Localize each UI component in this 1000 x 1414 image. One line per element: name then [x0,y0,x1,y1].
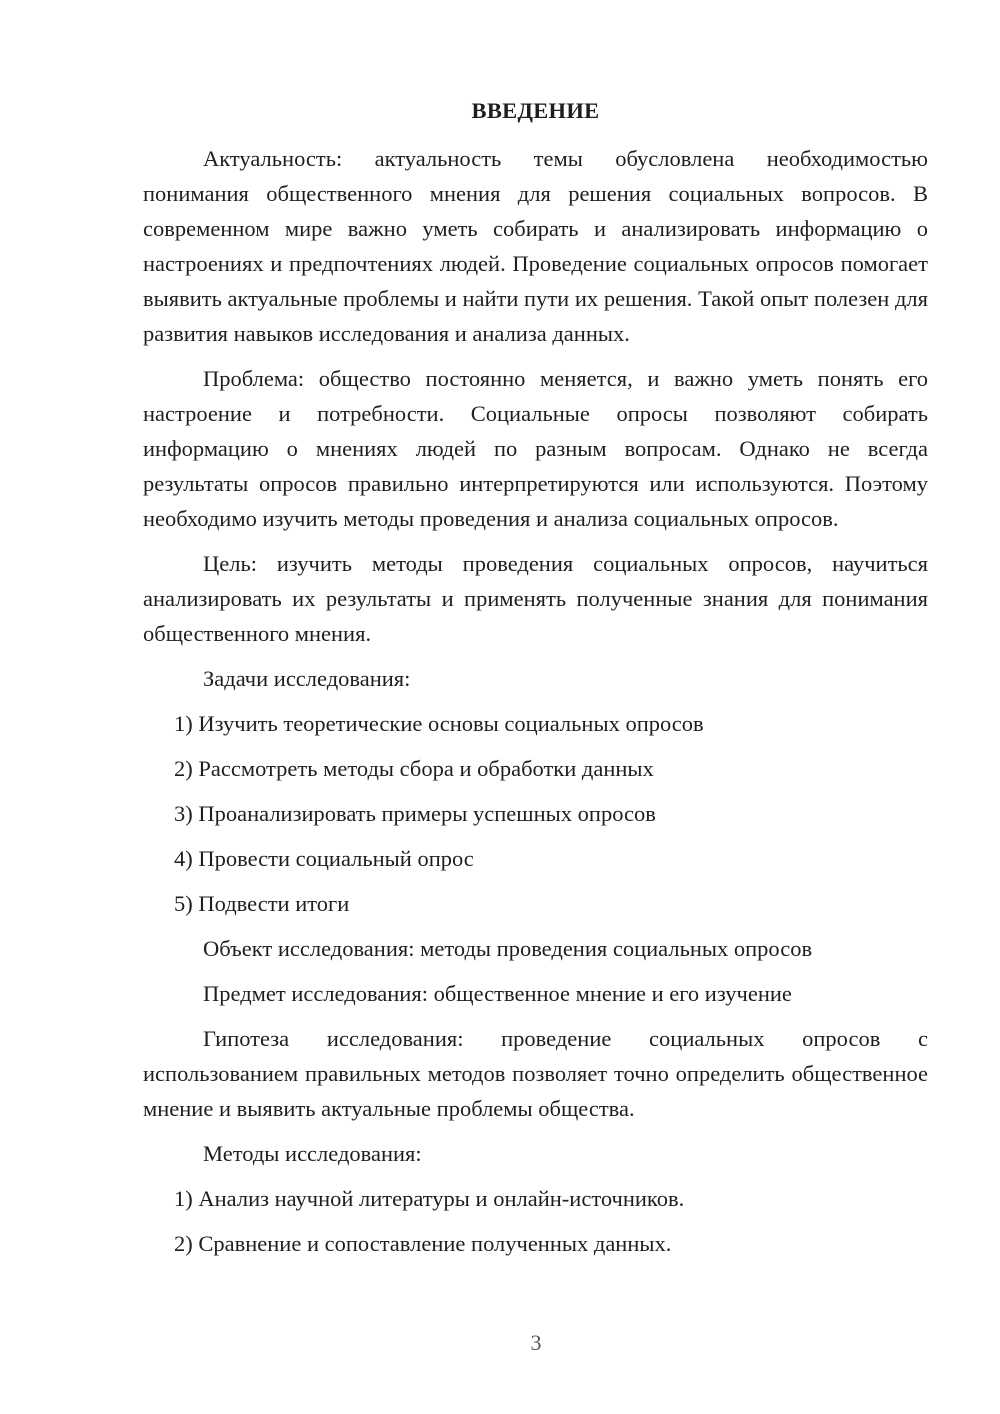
page-number: 3 [530,1330,542,1355]
goal-paragraph: Цель: изучить методы проведения социальных опросов, научиться анализировать их результаты и применять полученные знания для понимания общественного мнения. [143,551,928,646]
methods-list [143,1181,928,1261]
methods-label: Методы исследования: [203,1141,422,1166]
tasks-label: Задачи исследования: [203,666,411,691]
task-item: 4) Провести социальный опрос [174,846,474,871]
problem-paragraph: Проблема: общество постоянно меняется, и важно уметь понять его настроение и потребности. Социальные опросы позволяют собирать информацию о мнениях людей по разным вопросам. Однако не всегда результаты опросов правильно интерпретируются или используются. Поэтому необходимо изучить методы проведения и анализа социальных опросов. [143,366,928,531]
section-title: ВВЕДЕНИЕ [471,98,600,123]
task-item: 2) Рассмотреть методы сбора и обработки данных [174,756,654,781]
object-line: Объект исследования: методы проведения социальных опросов [203,936,813,961]
task-item: 3) Проанализировать примеры успешных опросов [174,801,656,826]
hypothesis-paragraph: Гипотеза исследования: проведение социальных опросов с использованием правильных методов позволяет точно определить общественное мнение и выявить актуальные проблемы общества. [143,1026,928,1121]
page-content [143,96,928,1271]
task-item: 1) Изучить теоретические основы социальных опросов [174,711,704,736]
task-item: 5) Подвести итоги [174,891,350,916]
relevance-paragraph: Актуальность: актуальность темы обусловлена необходимостью понимания общественного мнения для решения социальных вопросов. В современном мире важно уметь собирать и анализировать информацию о настроениях и предпочтениях людей. Проведение социальных опросов помогает выявить актуальные проблемы и найти пути их решения. Такой опыт полезен для развития навыков исследования и анализа данных. [143,146,928,346]
method-item: 2) Сравнение и сопоставление полученных данных. [174,1231,672,1256]
subject-line: Предмет исследования: общественное мнение и его изучение [203,981,792,1006]
tasks-list [143,706,928,921]
method-item: 1) Анализ научной литературы и онлайн-источников. [174,1186,685,1211]
